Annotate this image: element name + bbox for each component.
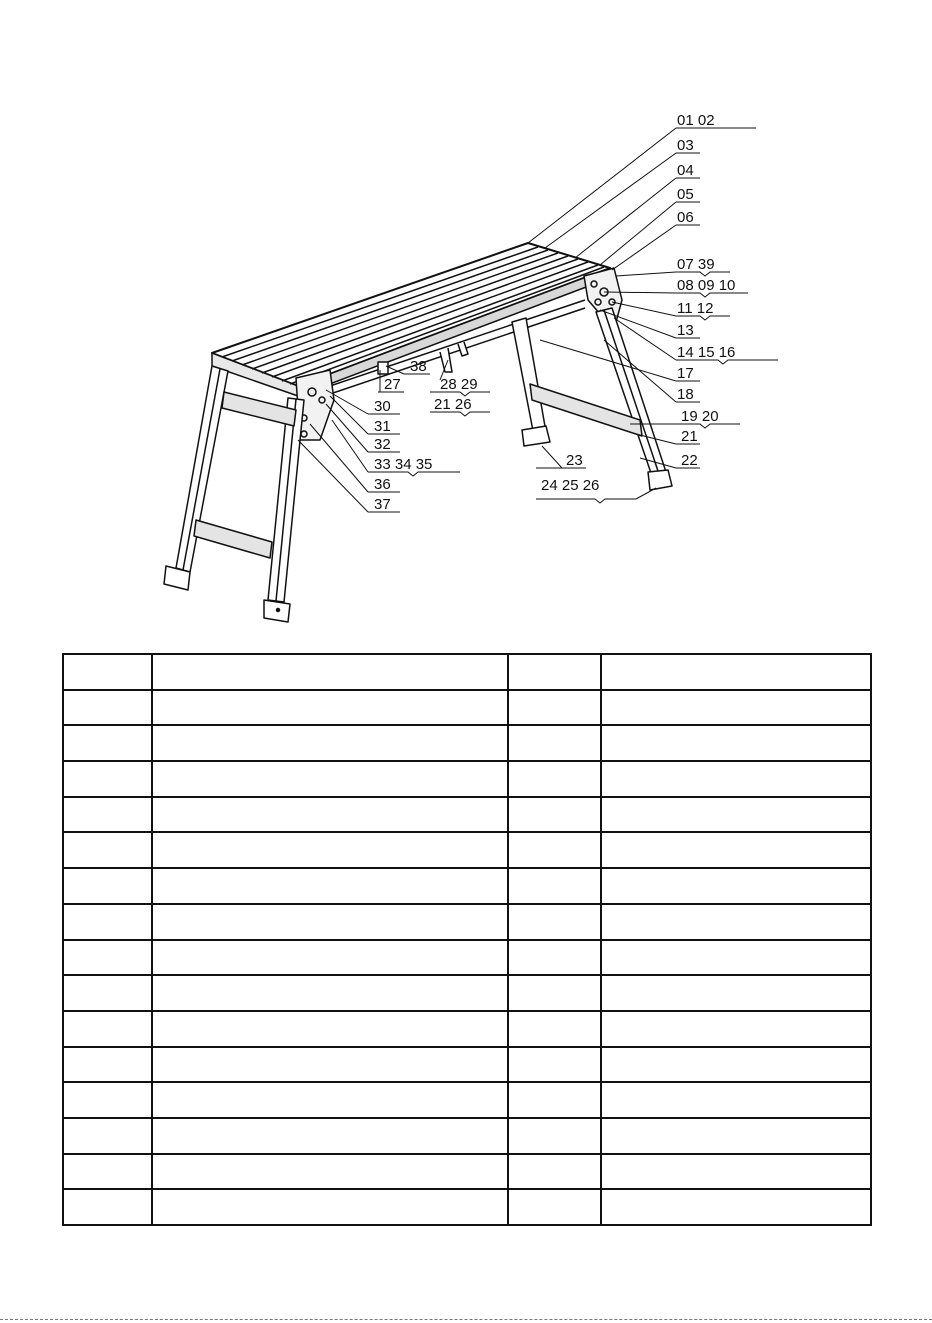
part-number-cell [508,1047,601,1083]
part-name-cell [152,1189,508,1225]
part-number-cell [508,940,601,976]
callout-11-12: 11 12 [677,300,714,317]
rear-leg-left [512,318,550,446]
callout-04: 04 [677,162,694,179]
callout-32: 32 [374,436,391,453]
part-name-cell [152,725,508,761]
part-name-cell [152,761,508,797]
part-name-cell [152,904,508,940]
table-row [63,1082,871,1118]
part-number-cell [63,832,152,868]
callout-37: 37 [374,496,391,513]
callout-13: 13 [677,322,694,339]
part-name-cell [601,1011,871,1047]
callout-30: 30 [374,398,391,415]
part-number-cell [63,761,152,797]
part-name-cell [601,1118,871,1154]
callout-17: 17 [677,365,694,382]
part-name-cell [601,761,871,797]
callout-24-25-26: 24 25 26 [541,477,600,494]
front-leg-left [164,366,228,590]
part-name-cell [152,1082,508,1118]
table-row [63,1118,871,1154]
part-number-cell [508,1118,601,1154]
part-name-cell [601,1189,871,1225]
part-number-cell [508,1011,601,1047]
part-number-cell [508,975,601,1011]
part-name-cell [601,1047,871,1083]
work-platform-diagram [0,0,932,640]
part-name-cell [601,832,871,868]
part-name-cell [601,654,871,690]
callout-36: 36 [374,476,391,493]
part-number-cell [63,1011,152,1047]
table-row [63,725,871,761]
callout-08-09-10: 08 09 10 [677,277,736,294]
front-leg-right [264,398,304,622]
part-name-cell [601,725,871,761]
callout-31: 31 [374,418,391,435]
part-number-cell [63,1189,152,1225]
callout-22: 22 [681,452,698,469]
table-row [63,832,871,868]
table-row [63,1047,871,1083]
part-number-cell [508,904,601,940]
part-number-cell [63,1118,152,1154]
table-row [63,904,871,940]
table-row [63,1011,871,1047]
parts-table-body [63,654,871,1225]
part-number-cell [63,654,152,690]
part-name-cell [152,654,508,690]
callout-05: 05 [677,186,694,203]
part-number-cell [63,868,152,904]
table-row [63,940,871,976]
part-number-cell [508,690,601,726]
rear-leg-right [596,308,672,490]
table-row [63,1189,871,1225]
part-name-cell [152,690,508,726]
part-number-cell [508,868,601,904]
part-number-cell [63,940,152,976]
part-name-cell [152,1047,508,1083]
callout-03: 03 [677,137,694,154]
part-number-cell [63,797,152,833]
part-name-cell [601,904,871,940]
callout-28-29: 28 29 [440,376,478,393]
part-number-cell [63,975,152,1011]
part-name-cell [601,690,871,726]
part-number-cell [508,725,601,761]
part-name-cell [601,1082,871,1118]
part-number-cell [508,1189,601,1225]
table-row [63,797,871,833]
part-number-cell [63,1154,152,1190]
table-row [63,1154,871,1190]
table-row [63,654,871,690]
part-number-cell [63,1082,152,1118]
part-name-cell [152,975,508,1011]
callout-23: 23 [566,452,583,469]
part-number-cell [63,1047,152,1083]
part-name-cell [601,868,871,904]
part-number-cell [63,904,152,940]
part-name-cell [152,1118,508,1154]
part-number-cell [63,725,152,761]
table-row [63,975,871,1011]
table-row [63,761,871,797]
callout-18: 18 [677,386,694,403]
part-number-cell [508,761,601,797]
callout-14-15-16: 14 15 16 [677,344,736,361]
part-name-cell [152,797,508,833]
callout-21: 21 [681,428,698,445]
part-name-cell [601,975,871,1011]
table-row [63,690,871,726]
part-name-cell [152,940,508,976]
table-row [63,868,871,904]
callout-33-34-35: 33 34 35 [374,456,433,473]
callout-06: 06 [677,209,694,226]
callout-07-39: 07 39 [677,256,715,273]
part-name-cell [152,1011,508,1047]
part-name-cell [601,1154,871,1190]
part-number-cell [508,832,601,868]
callout-27: 27 [384,376,401,393]
callout-19-20: 19 20 [681,408,719,425]
part-name-cell [601,797,871,833]
part-number-cell [508,654,601,690]
callout-38: 38 [410,358,427,375]
part-name-cell [601,940,871,976]
callout-21-26: 21 26 [434,396,472,413]
part-name-cell [152,832,508,868]
part-number-cell [63,690,152,726]
part-number-cell [508,1154,601,1190]
page-bottom-rule [0,1319,932,1320]
part-name-cell [152,1154,508,1190]
part-name-cell [152,868,508,904]
part-number-cell [508,797,601,833]
parts-table [62,653,872,1226]
part-number-cell [508,1082,601,1118]
callout-01-02: 01 02 [677,112,715,129]
